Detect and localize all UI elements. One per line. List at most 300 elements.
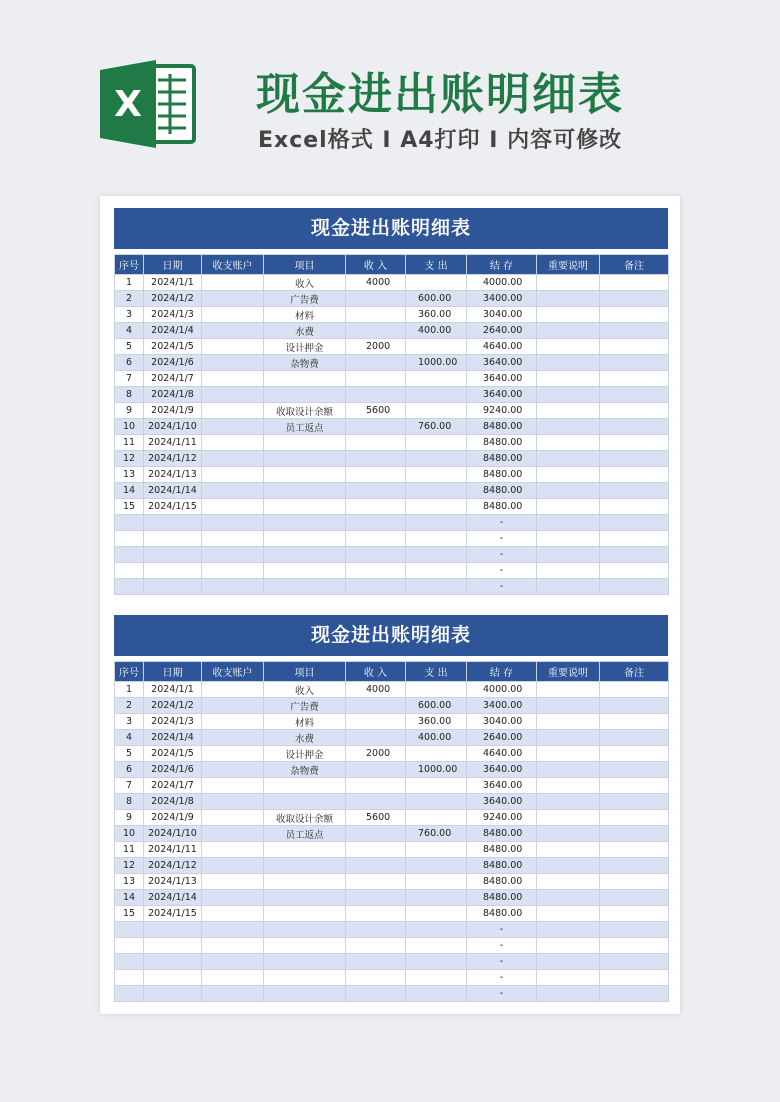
cell-seq[interactable]: 1 bbox=[115, 275, 144, 291]
cell-note-important[interactable] bbox=[537, 339, 600, 355]
cell-date[interactable]: 2024/1/13 bbox=[144, 874, 202, 890]
cell-income[interactable] bbox=[346, 826, 406, 842]
cell-account[interactable] bbox=[202, 371, 264, 387]
cell-remark[interactable] bbox=[600, 451, 669, 467]
cell-account[interactable] bbox=[202, 698, 264, 714]
cell-remark[interactable] bbox=[600, 547, 669, 563]
cell-remark[interactable] bbox=[600, 986, 669, 1002]
cell-note-important[interactable] bbox=[537, 826, 600, 842]
cell-expense[interactable]: 760.00 bbox=[406, 419, 467, 435]
cell-account[interactable] bbox=[202, 890, 264, 906]
cell-income[interactable] bbox=[346, 778, 406, 794]
cell-expense[interactable] bbox=[406, 547, 467, 563]
cell-account[interactable] bbox=[202, 970, 264, 986]
cell-seq[interactable]: 3 bbox=[115, 714, 144, 730]
cell-account[interactable] bbox=[202, 682, 264, 698]
cell-item[interactable]: 水费 bbox=[264, 323, 346, 339]
cell-seq[interactable]: 15 bbox=[115, 499, 144, 515]
cell-date[interactable]: 2024/1/12 bbox=[144, 451, 202, 467]
cell-expense[interactable] bbox=[406, 874, 467, 890]
cell-balance[interactable]: 3640.00 bbox=[467, 794, 537, 810]
cell-account[interactable] bbox=[202, 531, 264, 547]
cell-seq[interactable]: 6 bbox=[115, 762, 144, 778]
cell-remark[interactable] bbox=[600, 938, 669, 954]
cell-item[interactable]: 收取设计余额 bbox=[264, 810, 346, 826]
cell-seq[interactable]: 11 bbox=[115, 435, 144, 451]
cell-balance[interactable]: 4000.00 bbox=[467, 275, 537, 291]
cell-note-important[interactable] bbox=[537, 874, 600, 890]
cell-account[interactable] bbox=[202, 579, 264, 595]
cell-income[interactable] bbox=[346, 730, 406, 746]
cell-account[interactable] bbox=[202, 323, 264, 339]
cell-account[interactable] bbox=[202, 291, 264, 307]
cell-expense[interactable] bbox=[406, 682, 467, 698]
cell-date[interactable]: 2024/1/15 bbox=[144, 906, 202, 922]
cell-remark[interactable] bbox=[600, 954, 669, 970]
cell-seq[interactable]: 5 bbox=[115, 746, 144, 762]
cell-remark[interactable] bbox=[600, 682, 669, 698]
cell-balance[interactable]: 8480.00 bbox=[467, 890, 537, 906]
cell-seq[interactable]: 3 bbox=[115, 307, 144, 323]
cell-date[interactable]: 2024/1/4 bbox=[144, 323, 202, 339]
cell-expense[interactable]: 400.00 bbox=[406, 730, 467, 746]
cell-item[interactable] bbox=[264, 890, 346, 906]
cell-note-important[interactable] bbox=[537, 387, 600, 403]
cell-note-important[interactable] bbox=[537, 563, 600, 579]
cell-date[interactable]: 2024/1/15 bbox=[144, 499, 202, 515]
cell-item[interactable] bbox=[264, 531, 346, 547]
cell-remark[interactable] bbox=[600, 906, 669, 922]
cell-income[interactable] bbox=[346, 435, 406, 451]
cell-note-important[interactable] bbox=[537, 746, 600, 762]
cell-seq[interactable] bbox=[115, 970, 144, 986]
cell-date[interactable]: 2024/1/6 bbox=[144, 355, 202, 371]
cell-remark[interactable] bbox=[600, 794, 669, 810]
cell-item[interactable] bbox=[264, 954, 346, 970]
cell-item[interactable] bbox=[264, 794, 346, 810]
cell-date[interactable] bbox=[144, 563, 202, 579]
cell-account[interactable] bbox=[202, 435, 264, 451]
cell-seq[interactable]: 12 bbox=[115, 451, 144, 467]
cell-remark[interactable] bbox=[600, 307, 669, 323]
cell-income[interactable] bbox=[346, 858, 406, 874]
cell-expense[interactable] bbox=[406, 531, 467, 547]
cell-date[interactable]: 2024/1/8 bbox=[144, 387, 202, 403]
cell-expense[interactable]: 600.00 bbox=[406, 291, 467, 307]
cell-item[interactable]: 设计押金 bbox=[264, 339, 346, 355]
cell-item[interactable] bbox=[264, 986, 346, 1002]
cell-item[interactable]: 杂物费 bbox=[264, 355, 346, 371]
cell-date[interactable]: 2024/1/4 bbox=[144, 730, 202, 746]
cell-expense[interactable] bbox=[406, 563, 467, 579]
cell-remark[interactable] bbox=[600, 435, 669, 451]
cell-remark[interactable] bbox=[600, 762, 669, 778]
cell-note-important[interactable] bbox=[537, 451, 600, 467]
cell-income[interactable]: 2000 bbox=[346, 746, 406, 762]
cell-balance[interactable]: 9240.00 bbox=[467, 810, 537, 826]
cell-seq[interactable]: 5 bbox=[115, 339, 144, 355]
cell-balance[interactable]: 3640.00 bbox=[467, 762, 537, 778]
cell-date[interactable]: 2024/1/11 bbox=[144, 842, 202, 858]
cell-balance[interactable]: 3640.00 bbox=[467, 355, 537, 371]
cell-item[interactable] bbox=[264, 858, 346, 874]
cell-remark[interactable] bbox=[600, 355, 669, 371]
cell-remark[interactable] bbox=[600, 499, 669, 515]
cell-income[interactable] bbox=[346, 531, 406, 547]
cell-expense[interactable] bbox=[406, 451, 467, 467]
cell-balance[interactable]: - bbox=[467, 970, 537, 986]
cell-item[interactable] bbox=[264, 387, 346, 403]
cell-date[interactable]: 2024/1/7 bbox=[144, 371, 202, 387]
cell-income[interactable] bbox=[346, 970, 406, 986]
cell-seq[interactable]: 2 bbox=[115, 698, 144, 714]
cell-seq[interactable] bbox=[115, 515, 144, 531]
cell-date[interactable]: 2024/1/11 bbox=[144, 435, 202, 451]
cell-income[interactable] bbox=[346, 794, 406, 810]
cell-expense[interactable]: 360.00 bbox=[406, 307, 467, 323]
cell-expense[interactable]: 600.00 bbox=[406, 698, 467, 714]
cell-account[interactable] bbox=[202, 387, 264, 403]
cell-date[interactable] bbox=[144, 970, 202, 986]
cell-account[interactable] bbox=[202, 810, 264, 826]
cell-balance[interactable]: 2640.00 bbox=[467, 730, 537, 746]
cell-seq[interactable]: 13 bbox=[115, 467, 144, 483]
cell-note-important[interactable] bbox=[537, 890, 600, 906]
cell-note-important[interactable] bbox=[537, 275, 600, 291]
cell-date[interactable] bbox=[144, 938, 202, 954]
cell-balance[interactable]: 8480.00 bbox=[467, 842, 537, 858]
cell-remark[interactable] bbox=[600, 419, 669, 435]
cell-item[interactable]: 材料 bbox=[264, 714, 346, 730]
cell-seq[interactable]: 11 bbox=[115, 842, 144, 858]
cell-item[interactable]: 设计押金 bbox=[264, 746, 346, 762]
cell-account[interactable] bbox=[202, 794, 264, 810]
cell-expense[interactable] bbox=[406, 579, 467, 595]
cell-note-important[interactable] bbox=[537, 307, 600, 323]
cell-item[interactable]: 收入 bbox=[264, 275, 346, 291]
cell-note-important[interactable] bbox=[537, 714, 600, 730]
cell-balance[interactable]: 8480.00 bbox=[467, 906, 537, 922]
cell-item[interactable]: 广告费 bbox=[264, 698, 346, 714]
cell-remark[interactable] bbox=[600, 970, 669, 986]
cell-expense[interactable] bbox=[406, 858, 467, 874]
cell-income[interactable] bbox=[346, 762, 406, 778]
cell-seq[interactable]: 1 bbox=[115, 682, 144, 698]
cell-seq[interactable] bbox=[115, 579, 144, 595]
cell-date[interactable] bbox=[144, 547, 202, 563]
cell-income[interactable] bbox=[346, 698, 406, 714]
cell-expense[interactable] bbox=[406, 371, 467, 387]
cell-expense[interactable] bbox=[406, 778, 467, 794]
cell-seq[interactable] bbox=[115, 563, 144, 579]
cell-income[interactable]: 5600 bbox=[346, 403, 406, 419]
cell-balance[interactable]: 8480.00 bbox=[467, 435, 537, 451]
cell-item[interactable] bbox=[264, 922, 346, 938]
cell-income[interactable] bbox=[346, 579, 406, 595]
cell-account[interactable] bbox=[202, 746, 264, 762]
cell-expense[interactable]: 400.00 bbox=[406, 323, 467, 339]
cell-balance[interactable]: - bbox=[467, 531, 537, 547]
cell-income[interactable] bbox=[346, 467, 406, 483]
cell-seq[interactable]: 14 bbox=[115, 890, 144, 906]
cell-expense[interactable] bbox=[406, 275, 467, 291]
cell-seq[interactable]: 7 bbox=[115, 778, 144, 794]
cell-date[interactable] bbox=[144, 922, 202, 938]
cell-item[interactable] bbox=[264, 515, 346, 531]
cell-income[interactable] bbox=[346, 938, 406, 954]
cell-note-important[interactable] bbox=[537, 323, 600, 339]
cell-income[interactable] bbox=[346, 922, 406, 938]
cell-note-important[interactable] bbox=[537, 483, 600, 499]
cell-balance[interactable]: 8480.00 bbox=[467, 858, 537, 874]
cell-account[interactable] bbox=[202, 307, 264, 323]
cell-account[interactable] bbox=[202, 339, 264, 355]
cell-expense[interactable] bbox=[406, 403, 467, 419]
cell-remark[interactable] bbox=[600, 483, 669, 499]
cell-note-important[interactable] bbox=[537, 682, 600, 698]
cell-item[interactable] bbox=[264, 906, 346, 922]
cell-date[interactable]: 2024/1/14 bbox=[144, 483, 202, 499]
cell-remark[interactable] bbox=[600, 563, 669, 579]
cell-account[interactable] bbox=[202, 954, 264, 970]
cell-seq[interactable] bbox=[115, 954, 144, 970]
cell-expense[interactable] bbox=[406, 339, 467, 355]
cell-date[interactable]: 2024/1/12 bbox=[144, 858, 202, 874]
cell-seq[interactable]: 7 bbox=[115, 371, 144, 387]
cell-remark[interactable] bbox=[600, 810, 669, 826]
cell-balance[interactable]: 3400.00 bbox=[467, 698, 537, 714]
cell-note-important[interactable] bbox=[537, 778, 600, 794]
cell-note-important[interactable] bbox=[537, 810, 600, 826]
cell-note-important[interactable] bbox=[537, 698, 600, 714]
cell-account[interactable] bbox=[202, 826, 264, 842]
cell-date[interactable]: 2024/1/2 bbox=[144, 698, 202, 714]
cell-expense[interactable]: 760.00 bbox=[406, 826, 467, 842]
cell-item[interactable]: 水费 bbox=[264, 730, 346, 746]
cell-balance[interactable]: 3400.00 bbox=[467, 291, 537, 307]
cell-item[interactable] bbox=[264, 970, 346, 986]
cell-remark[interactable] bbox=[600, 778, 669, 794]
cell-note-important[interactable] bbox=[537, 467, 600, 483]
cell-item[interactable]: 员工返点 bbox=[264, 826, 346, 842]
cell-account[interactable] bbox=[202, 547, 264, 563]
cell-balance[interactable]: 8480.00 bbox=[467, 419, 537, 435]
cell-seq[interactable] bbox=[115, 986, 144, 1002]
cell-date[interactable]: 2024/1/1 bbox=[144, 275, 202, 291]
cell-balance[interactable]: - bbox=[467, 579, 537, 595]
cell-date[interactable]: 2024/1/14 bbox=[144, 890, 202, 906]
cell-date[interactable]: 2024/1/6 bbox=[144, 762, 202, 778]
cell-date[interactable] bbox=[144, 986, 202, 1002]
cell-expense[interactable] bbox=[406, 906, 467, 922]
cell-note-important[interactable] bbox=[537, 858, 600, 874]
cell-remark[interactable] bbox=[600, 275, 669, 291]
cell-item[interactable]: 杂物费 bbox=[264, 762, 346, 778]
cell-account[interactable] bbox=[202, 483, 264, 499]
cell-remark[interactable] bbox=[600, 323, 669, 339]
cell-expense[interactable] bbox=[406, 483, 467, 499]
cell-date[interactable]: 2024/1/8 bbox=[144, 794, 202, 810]
cell-expense[interactable] bbox=[406, 499, 467, 515]
cell-account[interactable] bbox=[202, 986, 264, 1002]
cell-date[interactable] bbox=[144, 954, 202, 970]
cell-note-important[interactable] bbox=[537, 531, 600, 547]
cell-remark[interactable] bbox=[600, 746, 669, 762]
cell-expense[interactable] bbox=[406, 746, 467, 762]
cell-income[interactable] bbox=[346, 355, 406, 371]
cell-remark[interactable] bbox=[600, 515, 669, 531]
cell-item[interactable] bbox=[264, 778, 346, 794]
cell-remark[interactable] bbox=[600, 531, 669, 547]
cell-note-important[interactable] bbox=[537, 515, 600, 531]
cell-remark[interactable] bbox=[600, 467, 669, 483]
cell-item[interactable]: 收取设计余额 bbox=[264, 403, 346, 419]
cell-expense[interactable] bbox=[406, 970, 467, 986]
cell-expense[interactable] bbox=[406, 986, 467, 1002]
cell-balance[interactable]: 8480.00 bbox=[467, 451, 537, 467]
cell-seq[interactable] bbox=[115, 547, 144, 563]
cell-seq[interactable]: 9 bbox=[115, 810, 144, 826]
cell-note-important[interactable] bbox=[537, 954, 600, 970]
cell-note-important[interactable] bbox=[537, 547, 600, 563]
cell-account[interactable] bbox=[202, 858, 264, 874]
cell-note-important[interactable] bbox=[537, 986, 600, 1002]
cell-account[interactable] bbox=[202, 842, 264, 858]
cell-balance[interactable]: 2640.00 bbox=[467, 323, 537, 339]
cell-income[interactable] bbox=[346, 307, 406, 323]
cell-note-important[interactable] bbox=[537, 922, 600, 938]
cell-item[interactable] bbox=[264, 579, 346, 595]
cell-expense[interactable]: 1000.00 bbox=[406, 355, 467, 371]
cell-date[interactable] bbox=[144, 579, 202, 595]
cell-note-important[interactable] bbox=[537, 794, 600, 810]
cell-item[interactable]: 材料 bbox=[264, 307, 346, 323]
cell-remark[interactable] bbox=[600, 730, 669, 746]
cell-note-important[interactable] bbox=[537, 355, 600, 371]
cell-item[interactable]: 员工返点 bbox=[264, 419, 346, 435]
cell-income[interactable] bbox=[346, 515, 406, 531]
cell-balance[interactable]: 3040.00 bbox=[467, 307, 537, 323]
cell-balance[interactable]: 3640.00 bbox=[467, 387, 537, 403]
cell-seq[interactable]: 13 bbox=[115, 874, 144, 890]
cell-seq[interactable]: 10 bbox=[115, 419, 144, 435]
cell-date[interactable] bbox=[144, 515, 202, 531]
cell-balance[interactable]: - bbox=[467, 986, 537, 1002]
cell-seq[interactable]: 6 bbox=[115, 355, 144, 371]
cell-account[interactable] bbox=[202, 355, 264, 371]
cell-seq[interactable]: 8 bbox=[115, 387, 144, 403]
cell-balance[interactable]: 4000.00 bbox=[467, 682, 537, 698]
cell-balance[interactable]: 4640.00 bbox=[467, 746, 537, 762]
cell-account[interactable] bbox=[202, 499, 264, 515]
cell-balance[interactable]: 3640.00 bbox=[467, 778, 537, 794]
cell-account[interactable] bbox=[202, 419, 264, 435]
cell-balance[interactable]: - bbox=[467, 954, 537, 970]
cell-item[interactable] bbox=[264, 371, 346, 387]
cell-income[interactable]: 4000 bbox=[346, 682, 406, 698]
cell-seq[interactable] bbox=[115, 531, 144, 547]
cell-seq[interactable]: 8 bbox=[115, 794, 144, 810]
cell-item[interactable] bbox=[264, 435, 346, 451]
cell-seq[interactable]: 4 bbox=[115, 323, 144, 339]
cell-note-important[interactable] bbox=[537, 403, 600, 419]
cell-date[interactable]: 2024/1/5 bbox=[144, 746, 202, 762]
cell-item[interactable] bbox=[264, 874, 346, 890]
cell-expense[interactable] bbox=[406, 515, 467, 531]
cell-date[interactable]: 2024/1/2 bbox=[144, 291, 202, 307]
cell-account[interactable] bbox=[202, 403, 264, 419]
cell-balance[interactable]: 8480.00 bbox=[467, 826, 537, 842]
cell-expense[interactable] bbox=[406, 794, 467, 810]
cell-item[interactable]: 收入 bbox=[264, 682, 346, 698]
cell-date[interactable]: 2024/1/1 bbox=[144, 682, 202, 698]
cell-note-important[interactable] bbox=[537, 938, 600, 954]
cell-expense[interactable]: 360.00 bbox=[406, 714, 467, 730]
cell-note-important[interactable] bbox=[537, 762, 600, 778]
cell-income[interactable] bbox=[346, 714, 406, 730]
cell-remark[interactable] bbox=[600, 579, 669, 595]
cell-seq[interactable]: 2 bbox=[115, 291, 144, 307]
cell-item[interactable] bbox=[264, 938, 346, 954]
cell-note-important[interactable] bbox=[537, 499, 600, 515]
cell-account[interactable] bbox=[202, 515, 264, 531]
cell-seq[interactable]: 9 bbox=[115, 403, 144, 419]
cell-note-important[interactable] bbox=[537, 579, 600, 595]
cell-note-important[interactable] bbox=[537, 842, 600, 858]
cell-income[interactable] bbox=[346, 323, 406, 339]
cell-seq[interactable]: 14 bbox=[115, 483, 144, 499]
cell-seq[interactable]: 15 bbox=[115, 906, 144, 922]
cell-account[interactable] bbox=[202, 762, 264, 778]
cell-income[interactable] bbox=[346, 483, 406, 499]
cell-income[interactable] bbox=[346, 954, 406, 970]
cell-seq[interactable] bbox=[115, 922, 144, 938]
cell-balance[interactable]: 8480.00 bbox=[467, 874, 537, 890]
cell-income[interactable] bbox=[346, 499, 406, 515]
cell-seq[interactable]: 12 bbox=[115, 858, 144, 874]
cell-remark[interactable] bbox=[600, 858, 669, 874]
cell-date[interactable] bbox=[144, 531, 202, 547]
cell-item[interactable]: 广告费 bbox=[264, 291, 346, 307]
cell-income[interactable]: 4000 bbox=[346, 275, 406, 291]
cell-income[interactable] bbox=[346, 563, 406, 579]
cell-note-important[interactable] bbox=[537, 435, 600, 451]
cell-account[interactable] bbox=[202, 563, 264, 579]
cell-seq[interactable]: 10 bbox=[115, 826, 144, 842]
cell-expense[interactable] bbox=[406, 954, 467, 970]
cell-balance[interactable]: 8480.00 bbox=[467, 467, 537, 483]
cell-expense[interactable]: 1000.00 bbox=[406, 762, 467, 778]
cell-note-important[interactable] bbox=[537, 291, 600, 307]
cell-remark[interactable] bbox=[600, 698, 669, 714]
cell-balance[interactable]: - bbox=[467, 515, 537, 531]
cell-account[interactable] bbox=[202, 275, 264, 291]
cell-account[interactable] bbox=[202, 467, 264, 483]
cell-item[interactable] bbox=[264, 483, 346, 499]
cell-income[interactable]: 5600 bbox=[346, 810, 406, 826]
cell-income[interactable] bbox=[346, 291, 406, 307]
cell-date[interactable]: 2024/1/10 bbox=[144, 419, 202, 435]
cell-note-important[interactable] bbox=[537, 906, 600, 922]
cell-date[interactable]: 2024/1/3 bbox=[144, 307, 202, 323]
cell-date[interactable]: 2024/1/5 bbox=[144, 339, 202, 355]
cell-expense[interactable] bbox=[406, 922, 467, 938]
cell-balance[interactable]: 3640.00 bbox=[467, 371, 537, 387]
cell-balance[interactable]: 4640.00 bbox=[467, 339, 537, 355]
cell-seq[interactable] bbox=[115, 938, 144, 954]
cell-income[interactable] bbox=[346, 547, 406, 563]
cell-income[interactable] bbox=[346, 842, 406, 858]
